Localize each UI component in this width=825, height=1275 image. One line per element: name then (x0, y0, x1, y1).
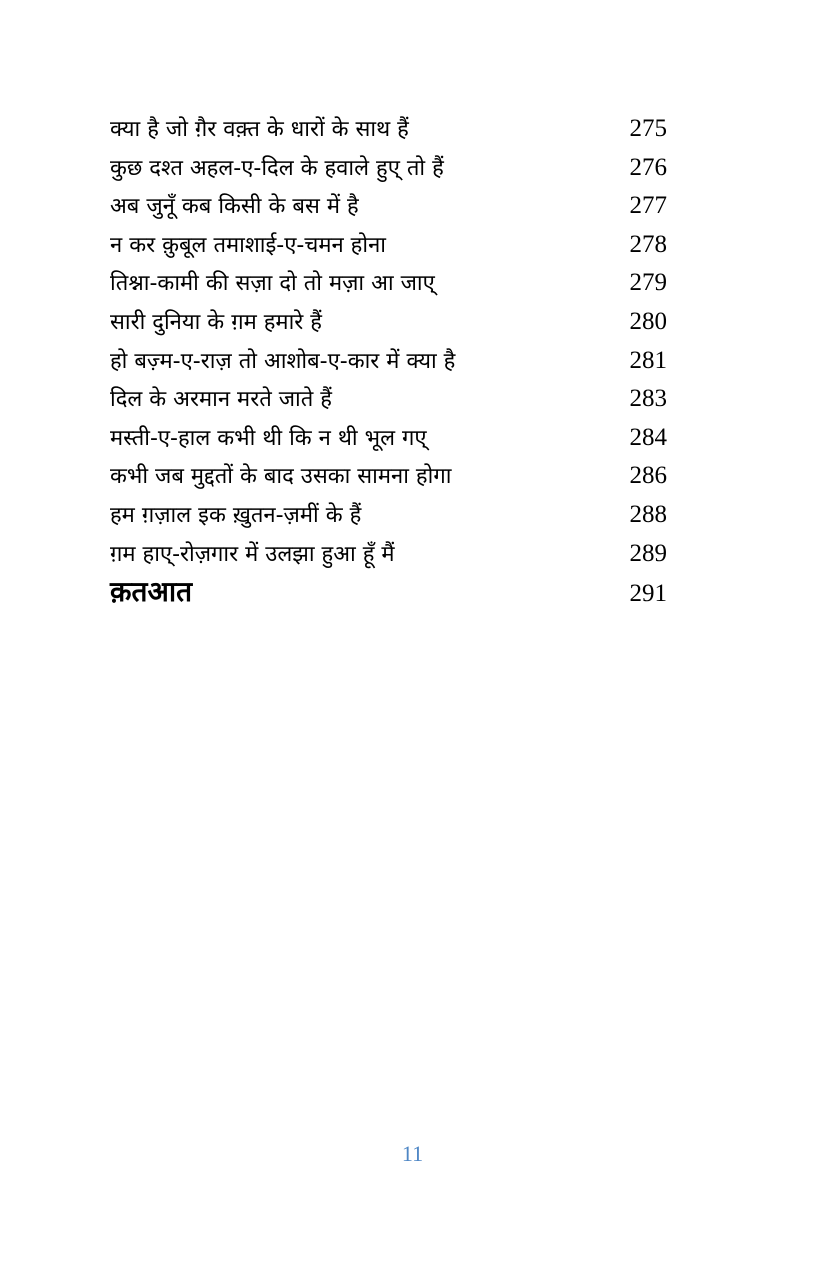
toc-entry-title: दिल के अरमान मरते जाते हैं (110, 387, 332, 413)
toc-entry-page: 276 (629, 153, 667, 181)
toc-entry (110, 457, 667, 496)
toc-entry-page: 277 (629, 192, 667, 220)
toc-entry (110, 264, 667, 303)
toc-section-page: 291 (629, 580, 667, 608)
toc-entry-title: मस्ती-ए-हाल कभी थी कि न थी भूल गए् (110, 425, 427, 451)
footer-page-number: 11 (401, 1141, 424, 1166)
toc-entry-title: कुछ दश्त अहल-ए-दिल के हवाले हुए् तो हैं (110, 155, 444, 181)
toc-entry-title: कभी जब मुद्दतों के बाद उसका सामना होगा (110, 464, 452, 490)
toc-entry-page: 284 (629, 423, 667, 451)
toc-section-title: क़तआत (110, 575, 193, 609)
toc-entry-page: 279 (629, 269, 667, 297)
toc-entry (110, 303, 667, 342)
toc-entry (110, 419, 667, 458)
toc-entry-title: हो बज़्म-ए-राज़ तो आशोब-ए-कार में क्या है (110, 348, 456, 374)
toc-entry (110, 149, 667, 188)
toc-entry (110, 110, 667, 149)
toc-entry-title: तिश्ना-कामी की सज़ा दो तो मज़ा आ जाए् (110, 271, 435, 297)
toc-entry-title: अब जुनूँ कब किसी के बस में है (110, 194, 359, 220)
toc-entry (110, 187, 667, 226)
toc-entry-title: सारी दुनिया के ग़म हमारे हैं (110, 309, 322, 335)
toc-entry-title: न कर क़ुबूल तमाशाई-ए-चमन होना (110, 232, 386, 258)
toc-entry-page: 278 (629, 230, 667, 258)
toc-entry-page: 280 (629, 307, 667, 335)
toc-list (110, 110, 667, 612)
toc-entry (110, 226, 667, 265)
toc-entry-page: 283 (629, 385, 667, 413)
toc-entry-title: ग़म हाए्-रोज़गार में उलझा हुआ हूँ मैं (110, 541, 395, 567)
toc-entry-page: 288 (629, 500, 667, 528)
toc-entry-page: 286 (629, 462, 667, 490)
toc-section-heading (110, 573, 667, 612)
toc-entry (110, 342, 667, 381)
toc-entry-page: 281 (629, 346, 667, 374)
toc-entry-page: 289 (629, 539, 667, 567)
toc-entry-page: 275 (629, 115, 667, 142)
toc-entry (110, 535, 667, 574)
toc-entry-title: हम ग़ज़ाल इक ख़ुतन-ज़मीं के हैं (110, 502, 362, 528)
toc-entry (110, 496, 667, 535)
toc-entry-title: क्या है जो ग़ैर वक़्त के धारों के साथ हैं (110, 117, 409, 142)
toc-entry (110, 380, 667, 419)
